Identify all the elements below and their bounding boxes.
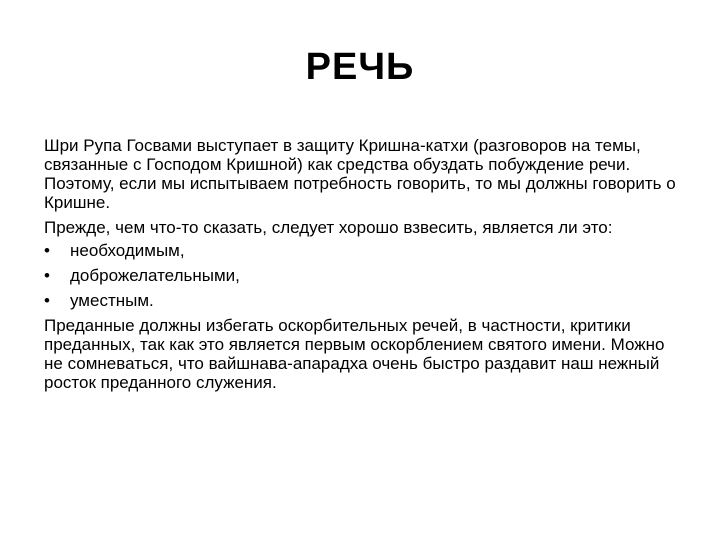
paragraph-offenses: Преданные должны избегать оскорбительных речей, в частности, критики преданных, так как это является первым оскорблением святого имени. Можно не сомневаться, что вайшнава-апарадха очень быстро раздавит наш нежный росток преданного служения. <box>44 316 665 392</box>
bullet-text: уместным. <box>70 291 154 310</box>
slide-title <box>0 46 720 89</box>
bullet-icon: • <box>44 266 50 285</box>
bullet-item-appropriate <box>44 291 684 310</box>
bullet-icon: • <box>44 291 50 310</box>
paragraph-krishna-katha: Шри Рупа Госвами выступает в защиту Кришна-катхи (разговоров на темы, связанные с Господом Кришной) как средства обуздать побуждение речи. Поэтому, если мы испытываем потребность говорить, то мы должны говорить о Кришне. <box>44 136 676 212</box>
bullet-icon: • <box>44 241 50 260</box>
slide-body <box>44 136 684 398</box>
bullet-item-necessary <box>44 241 684 260</box>
bullet-text: доброжелательными, <box>70 266 240 285</box>
bullet-text: необходимым, <box>70 241 185 260</box>
bullet-item-benevolent <box>44 266 684 285</box>
slide-title-text: РЕЧЬ <box>305 46 415 88</box>
paragraph-weigh-words: Прежде, чем что-то сказать, следует хорошо взвесить, является ли это: <box>44 218 613 237</box>
bullet-list <box>44 241 684 310</box>
